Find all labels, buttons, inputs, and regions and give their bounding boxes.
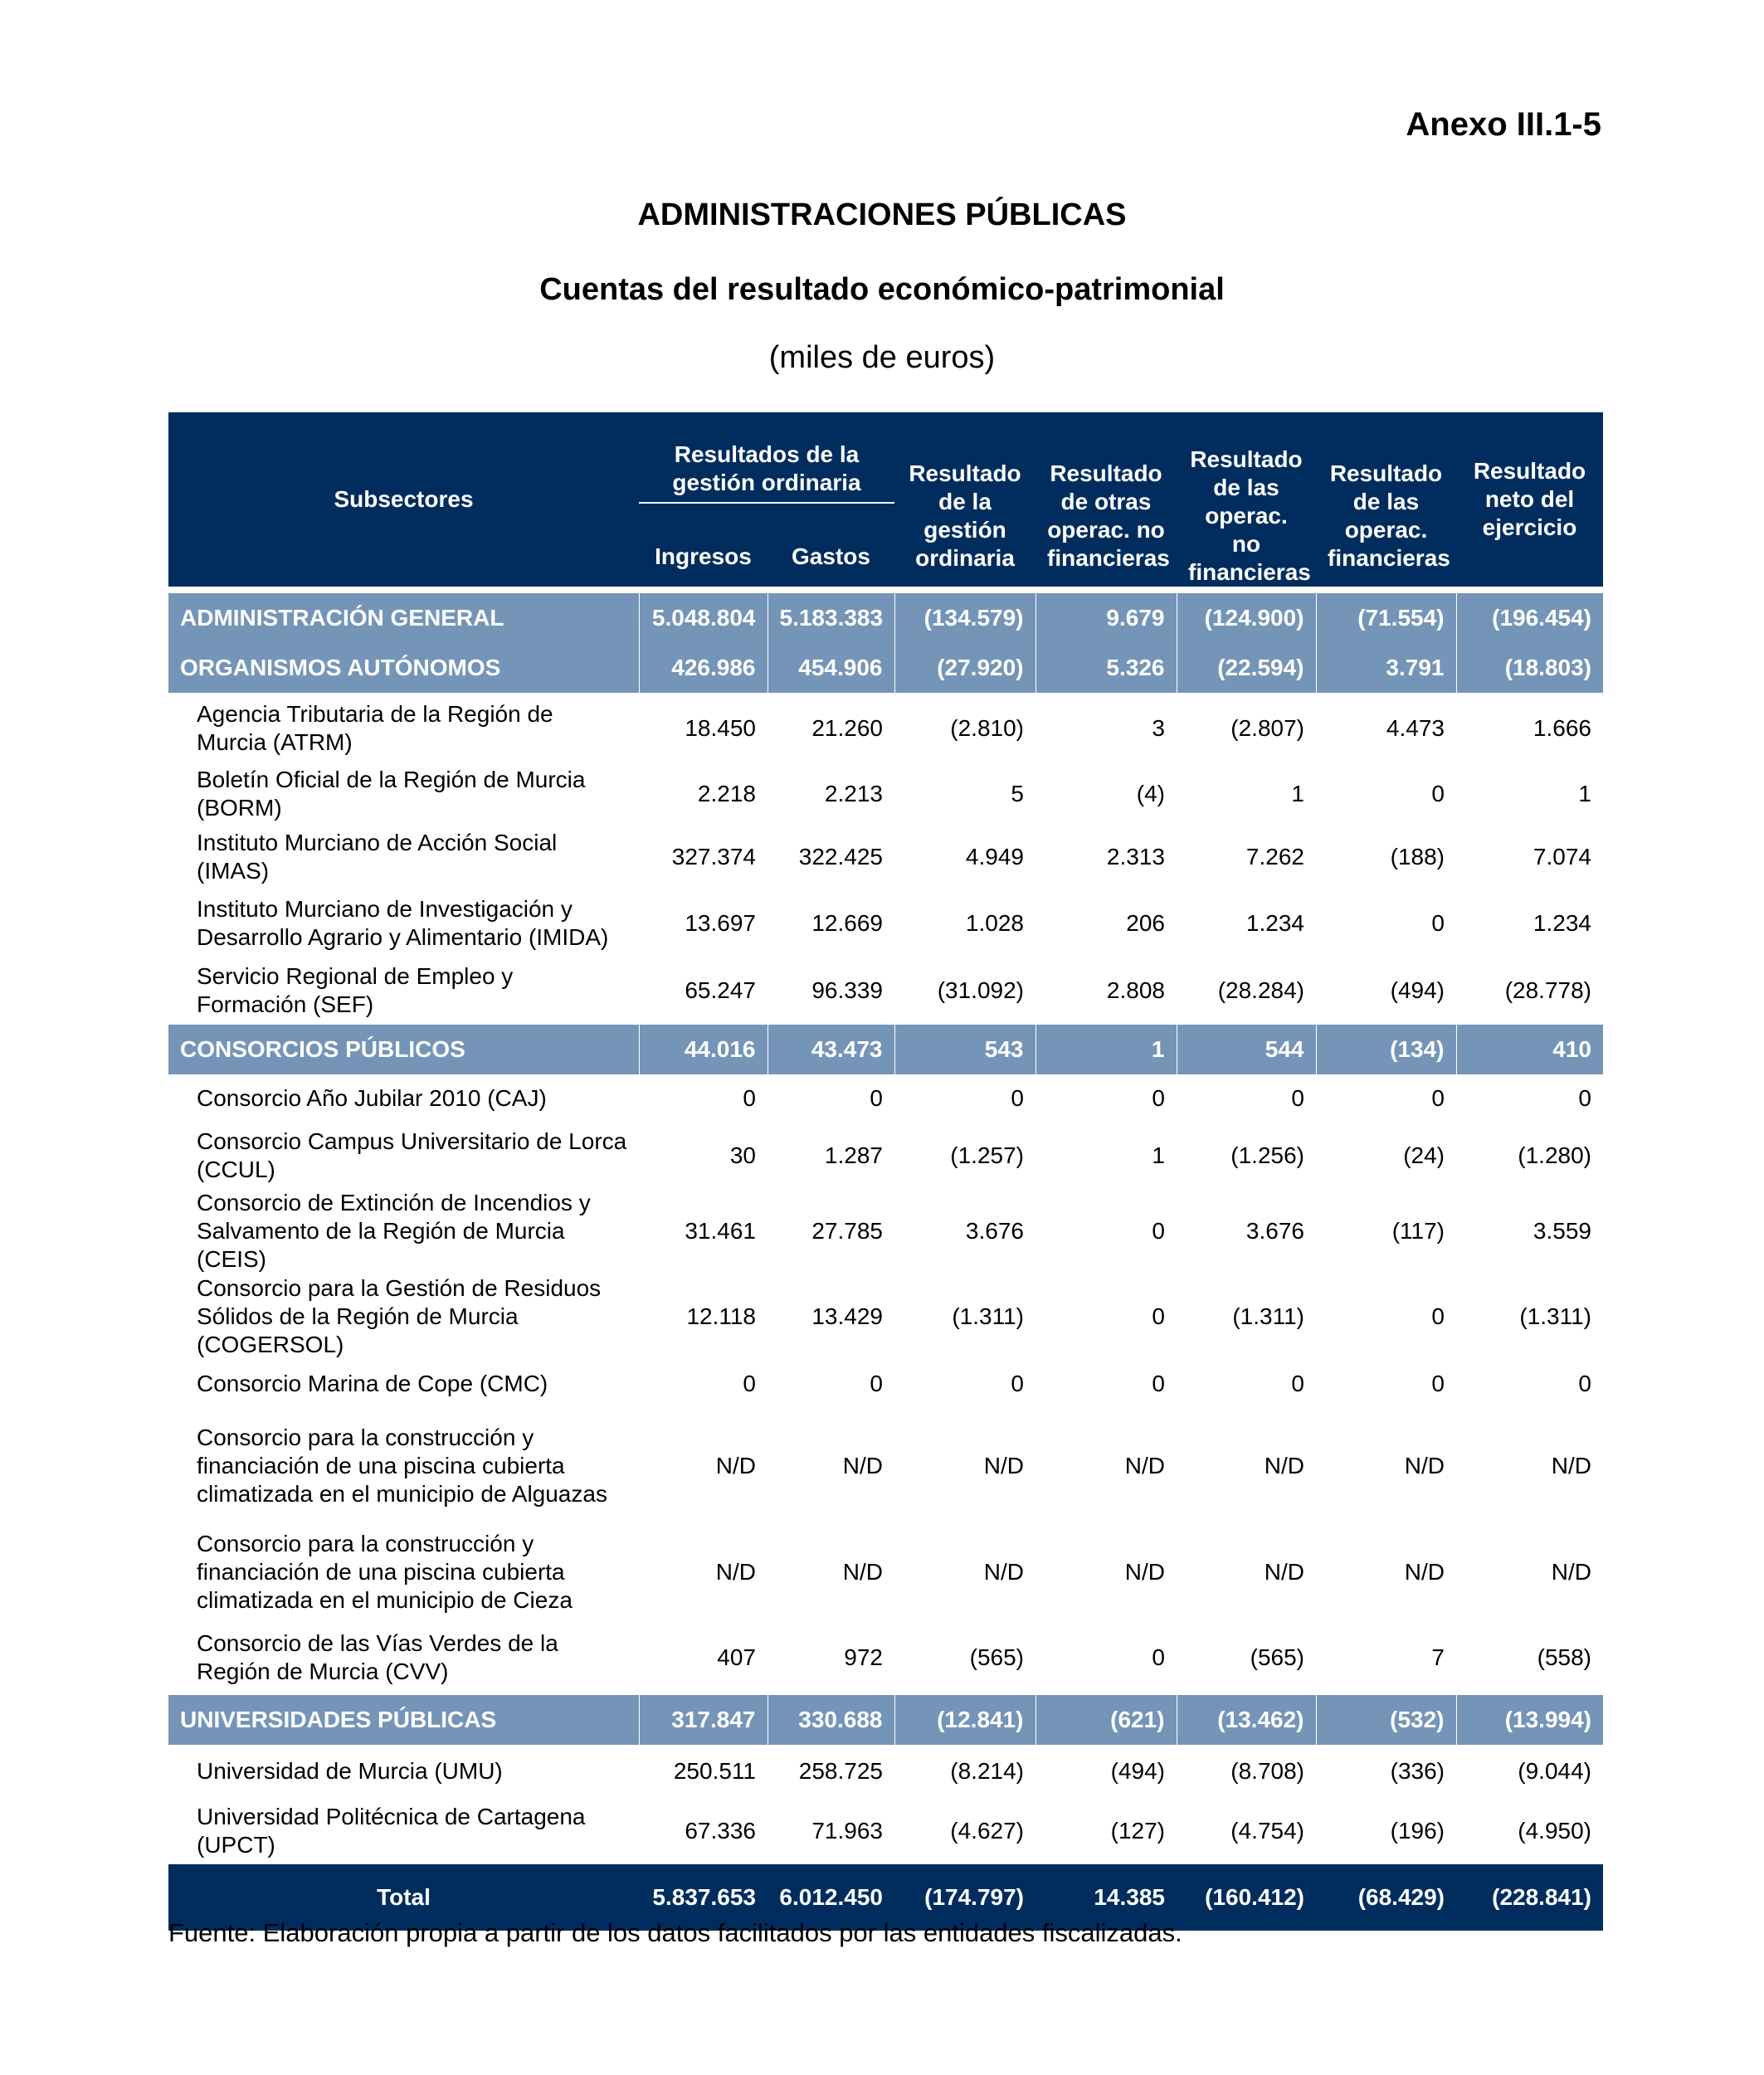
row-label: Agencia Tributaria de la Región de Murcia (ATRM) xyxy=(197,701,553,755)
cell-value: 2.313 xyxy=(1106,844,1165,869)
cell-value: 322.425 xyxy=(798,844,883,869)
row-label: Consorcio para la construcción y financiación de una piscina cubierta climatizada en el municipio de Cieza xyxy=(197,1531,573,1613)
row-label: Consorcio para la Gestión de Residuos Sólidos de la Región de Murcia (COGERSOL) xyxy=(197,1275,602,1357)
cell-value: (532) xyxy=(1316,1695,1456,1745)
cell-value: 18.450 xyxy=(685,715,756,741)
header-row-1 xyxy=(168,412,1603,503)
cell-value: 330.688 xyxy=(767,1695,894,1745)
cell-value: (4) xyxy=(1136,781,1165,806)
cell-value: 3.676 xyxy=(1245,1218,1304,1244)
cell-value: 0 xyxy=(1578,1085,1591,1111)
cell-value: (134) xyxy=(1316,1025,1456,1074)
cell-value: 5.837.653 xyxy=(639,1864,767,1931)
cell-value: (71.554) xyxy=(1316,593,1456,643)
cell-value: 407 xyxy=(717,1644,756,1670)
cell-value: 0 xyxy=(1011,1085,1024,1111)
header-gastos: Gastos xyxy=(767,503,894,587)
cell-value: (4.754) xyxy=(1230,1818,1304,1844)
cell-value: (4.627) xyxy=(950,1818,1024,1844)
cell-value: (188) xyxy=(1390,844,1445,869)
cell-value: N/D xyxy=(842,1559,883,1585)
cell-value: 5 xyxy=(1011,781,1024,806)
row-label: Boletín Oficial de la Región de Murcia (BORM) xyxy=(197,767,586,821)
cell-value: (24) xyxy=(1403,1142,1445,1168)
cell-value: 0 xyxy=(1011,1371,1024,1396)
row-label: Consorcio Marina de Cope (CMC) xyxy=(197,1371,548,1396)
header-resultado-otras: Resultado de otras operac. no financieras xyxy=(1035,412,1177,587)
cell-value: (1.256) xyxy=(1230,1142,1304,1168)
cell-value: N/D xyxy=(1404,1559,1445,1585)
cell-value: 3.676 xyxy=(965,1218,1024,1244)
cell-value: (174.797) xyxy=(894,1864,1035,1931)
cell-value: 1 xyxy=(1152,1142,1165,1168)
cell-value: (12.841) xyxy=(894,1695,1035,1745)
cell-value: (117) xyxy=(1391,1218,1445,1244)
cell-value: 0 xyxy=(1152,1371,1165,1396)
cell-value: 9.679 xyxy=(1035,593,1177,643)
cell-value: (134.579) xyxy=(894,593,1035,643)
cell-value: (28.284) xyxy=(1217,977,1304,1003)
cell-value: 1 xyxy=(1578,781,1591,806)
cell-value: 1 xyxy=(1035,1025,1177,1074)
cell-value: (558) xyxy=(1537,1644,1591,1670)
cell-value: 0 xyxy=(1431,1085,1445,1111)
source-note: Fuente: Elaboración propia a partir de los datos facilitados por las entidades fiscalizadas. xyxy=(168,1918,1182,1947)
cell-value: (2.810) xyxy=(950,715,1024,741)
header-gestion-ordinaria: Resultados de la gestión ordinaria xyxy=(639,412,894,503)
row-label: ADMINISTRACIÓN GENERAL xyxy=(168,593,639,643)
cell-value: 71.963 xyxy=(811,1818,883,1844)
cell-value: (124.900) xyxy=(1177,593,1316,643)
cell-value: 31.461 xyxy=(685,1218,756,1244)
annex-label: Anexo III.1-5 xyxy=(1406,106,1601,143)
cell-value: 43.473 xyxy=(767,1025,894,1074)
cell-value: (22.594) xyxy=(1177,643,1316,693)
cell-value: 1.234 xyxy=(1245,910,1304,936)
cell-value: 4.473 xyxy=(1386,715,1445,741)
cell-value: 1.666 xyxy=(1533,715,1591,741)
cell-value: N/D xyxy=(715,1559,756,1585)
cell-value: 14.385 xyxy=(1035,1864,1177,1931)
header-resultado-financieras: Resultado de las operac. financieras xyxy=(1316,412,1456,587)
table-row xyxy=(168,1123,1603,1189)
table-row xyxy=(168,1074,1603,1123)
cell-value: N/D xyxy=(715,1453,756,1478)
cell-value: N/D xyxy=(983,1453,1024,1478)
cell-value: 454.906 xyxy=(767,643,894,693)
cell-value: 4.949 xyxy=(965,844,1024,869)
cell-value: (1.311) xyxy=(1519,1303,1591,1329)
cell-value: 30 xyxy=(729,1142,756,1168)
cell-value: (18.803) xyxy=(1456,643,1603,693)
row-label: Consorcio de Extinción de Incendios y Salvamento de la Región de Murcia (CEIS) xyxy=(197,1190,591,1272)
cell-value: (196.454) xyxy=(1456,593,1603,643)
cell-value: (1.311) xyxy=(952,1303,1024,1329)
results-table xyxy=(168,412,1603,1931)
cell-value: 0 xyxy=(1152,1644,1165,1670)
cell-value: (4.950) xyxy=(1518,1818,1591,1844)
cell-value: 258.725 xyxy=(798,1758,883,1784)
header-subsectores: Subsectores xyxy=(168,412,639,587)
cell-value: 0 xyxy=(1291,1085,1304,1111)
table-row xyxy=(168,1745,1603,1798)
cell-value: 0 xyxy=(1152,1085,1165,1111)
cell-value: 67.336 xyxy=(685,1818,756,1844)
row-label: Instituto Murciano de Acción Social (IMAS) xyxy=(197,830,558,884)
cell-value: 5.048.804 xyxy=(639,593,767,643)
cell-value: N/D xyxy=(1124,1453,1165,1478)
page-subtitle: Cuentas del resultado económico-patrimonial xyxy=(539,272,1225,307)
cell-value: 65.247 xyxy=(685,977,756,1003)
row-label: CONSORCIOS PÚBLICOS xyxy=(168,1025,639,1074)
header-resultado-gestion: Resultado de la gestión ordinaria xyxy=(894,412,1035,587)
table-row xyxy=(168,1798,1603,1864)
header-resultado-neto: Resultado neto del ejercicio xyxy=(1456,412,1603,587)
table-row xyxy=(168,764,1603,824)
cell-value: 0 xyxy=(1291,1371,1304,1396)
cell-value: 544 xyxy=(1177,1025,1316,1074)
cell-value: 13.697 xyxy=(685,910,756,936)
cell-value: 3.791 xyxy=(1316,643,1456,693)
cell-value: N/D xyxy=(1551,1453,1591,1478)
cell-value: N/D xyxy=(1264,1453,1304,1478)
section-row xyxy=(168,1025,1603,1074)
cell-value: 12.118 xyxy=(686,1303,756,1329)
cell-value: N/D xyxy=(1264,1559,1304,1585)
table-row xyxy=(168,1274,1603,1360)
cell-value: (68.429) xyxy=(1316,1864,1456,1931)
cell-value: 543 xyxy=(894,1025,1035,1074)
cell-value: 3 xyxy=(1152,715,1165,741)
cell-value: 327.374 xyxy=(671,844,756,869)
header-ingresos: Ingresos xyxy=(639,503,767,587)
cell-value: 1.028 xyxy=(965,910,1024,936)
cell-value: (1.311) xyxy=(1232,1303,1304,1329)
cell-value: 3.559 xyxy=(1533,1218,1591,1244)
row-label: Consorcio Campus Universitario de Lorca (CCUL) xyxy=(197,1128,627,1182)
row-label: Universidad Politécnica de Cartagena (UPCT) xyxy=(197,1804,586,1858)
cell-value: 0 xyxy=(1431,910,1445,936)
cell-value: N/D xyxy=(983,1559,1024,1585)
header-resultado-no-financieras: Resultado de las operac. no financieras xyxy=(1177,412,1316,587)
row-label: Consorcio para la construcción y financiación de una piscina cubierta climatizada en el municipio de Alguazas xyxy=(197,1425,607,1507)
cell-value: (127) xyxy=(1110,1818,1165,1844)
cell-value: (2.807) xyxy=(1230,715,1304,741)
row-label: UNIVERSIDADES PÚBLICAS xyxy=(168,1695,639,1745)
cell-value: 2.218 xyxy=(697,781,756,806)
cell-value: 410 xyxy=(1456,1025,1603,1074)
cell-value: 1 xyxy=(1291,781,1304,806)
cell-value: 1.287 xyxy=(824,1142,883,1168)
table-row xyxy=(168,1620,1603,1695)
cell-value: 317.847 xyxy=(639,1695,767,1745)
section-row xyxy=(168,1695,1603,1745)
cell-value: 7 xyxy=(1431,1644,1445,1670)
cell-value: 0 xyxy=(1152,1218,1165,1244)
cell-value: (8.214) xyxy=(950,1758,1024,1784)
cell-value: 972 xyxy=(844,1644,883,1670)
cell-value: 12.669 xyxy=(811,910,883,936)
cell-value: (196) xyxy=(1390,1818,1445,1844)
cell-value: 44.016 xyxy=(639,1025,767,1074)
cell-value: 7.074 xyxy=(1533,844,1591,869)
section-row xyxy=(168,593,1603,643)
cell-value: 0 xyxy=(743,1371,756,1396)
cell-value: (160.412) xyxy=(1177,1864,1316,1931)
cell-value: 0 xyxy=(743,1085,756,1111)
cell-value: (336) xyxy=(1390,1758,1445,1784)
table-row xyxy=(168,890,1603,957)
cell-value: 426.986 xyxy=(639,643,767,693)
cell-value: 96.339 xyxy=(811,977,883,1003)
cell-value: (13.462) xyxy=(1177,1695,1316,1745)
cell-value: 0 xyxy=(1152,1303,1165,1329)
cell-value: 250.511 xyxy=(673,1758,756,1784)
cell-value: N/D xyxy=(1551,1559,1591,1585)
cell-value: (31.092) xyxy=(937,977,1024,1003)
row-label: Consorcio de las Vías Verdes de la Región de Murcia (CVV) xyxy=(197,1630,558,1684)
cell-value: (13.994) xyxy=(1456,1695,1603,1745)
table-row xyxy=(168,957,1603,1025)
table-row xyxy=(168,1189,1603,1274)
cell-value: 2.808 xyxy=(1106,977,1165,1003)
cell-value: (28.778) xyxy=(1504,977,1591,1003)
cell-value: 6.012.450 xyxy=(767,1864,894,1931)
cell-value: (8.708) xyxy=(1230,1758,1304,1784)
row-label: Instituto Murciano de Investigación y Desarrollo Agrario y Alimentario (IMIDA) xyxy=(197,896,609,950)
cell-value: 5.183.383 xyxy=(767,593,894,643)
cell-value: 1.234 xyxy=(1533,910,1591,936)
table-row xyxy=(168,693,1603,764)
cell-value: (9.044) xyxy=(1518,1758,1591,1784)
cell-value: 5.326 xyxy=(1035,643,1177,693)
row-label: Universidad de Murcia (UMU) xyxy=(197,1758,503,1784)
section-row xyxy=(168,643,1603,693)
cell-value: (494) xyxy=(1110,1758,1165,1784)
cell-value: 206 xyxy=(1126,910,1165,936)
row-label: ORGANISMOS AUTÓNOMOS xyxy=(168,643,639,693)
cell-value: 27.785 xyxy=(811,1218,883,1244)
cell-value: N/D xyxy=(1404,1453,1445,1478)
table-row xyxy=(168,1360,1603,1408)
cell-value: 0 xyxy=(1431,781,1445,806)
row-label: Servicio Regional de Empleo y Formación (SEF) xyxy=(197,963,514,1017)
cell-value: 7.262 xyxy=(1245,844,1304,869)
cell-value: (565) xyxy=(1250,1644,1304,1670)
page-title: ADMINISTRACIONES PÚBLICAS xyxy=(637,197,1127,232)
cell-value: 13.429 xyxy=(811,1303,883,1329)
row-label: Consorcio Año Jubilar 2010 (CAJ) xyxy=(197,1085,547,1111)
cell-value: (27.920) xyxy=(894,643,1035,693)
cell-value: (228.841) xyxy=(1456,1864,1603,1931)
cell-value: N/D xyxy=(842,1453,883,1478)
units-label: (miles de euros) xyxy=(768,340,996,375)
row-label: Total xyxy=(168,1864,639,1931)
cell-value: 0 xyxy=(870,1371,883,1396)
cell-value: (494) xyxy=(1390,977,1445,1003)
cell-value: 0 xyxy=(870,1085,883,1111)
cell-value: (1.280) xyxy=(1518,1142,1591,1168)
table-row xyxy=(168,824,1603,890)
cell-value: (1.257) xyxy=(950,1142,1024,1168)
cell-value: 2.213 xyxy=(824,781,883,806)
cell-value: 21.260 xyxy=(811,715,883,741)
cell-value: (565) xyxy=(969,1644,1024,1670)
cell-value: N/D xyxy=(1124,1559,1165,1585)
table-row xyxy=(168,1524,1603,1620)
cell-value: 0 xyxy=(1578,1371,1591,1396)
table-row xyxy=(168,1408,1603,1524)
cell-value: 0 xyxy=(1431,1303,1445,1329)
cell-value: (621) xyxy=(1035,1695,1177,1745)
table-body xyxy=(168,587,1603,1931)
cell-value: 0 xyxy=(1431,1371,1445,1396)
